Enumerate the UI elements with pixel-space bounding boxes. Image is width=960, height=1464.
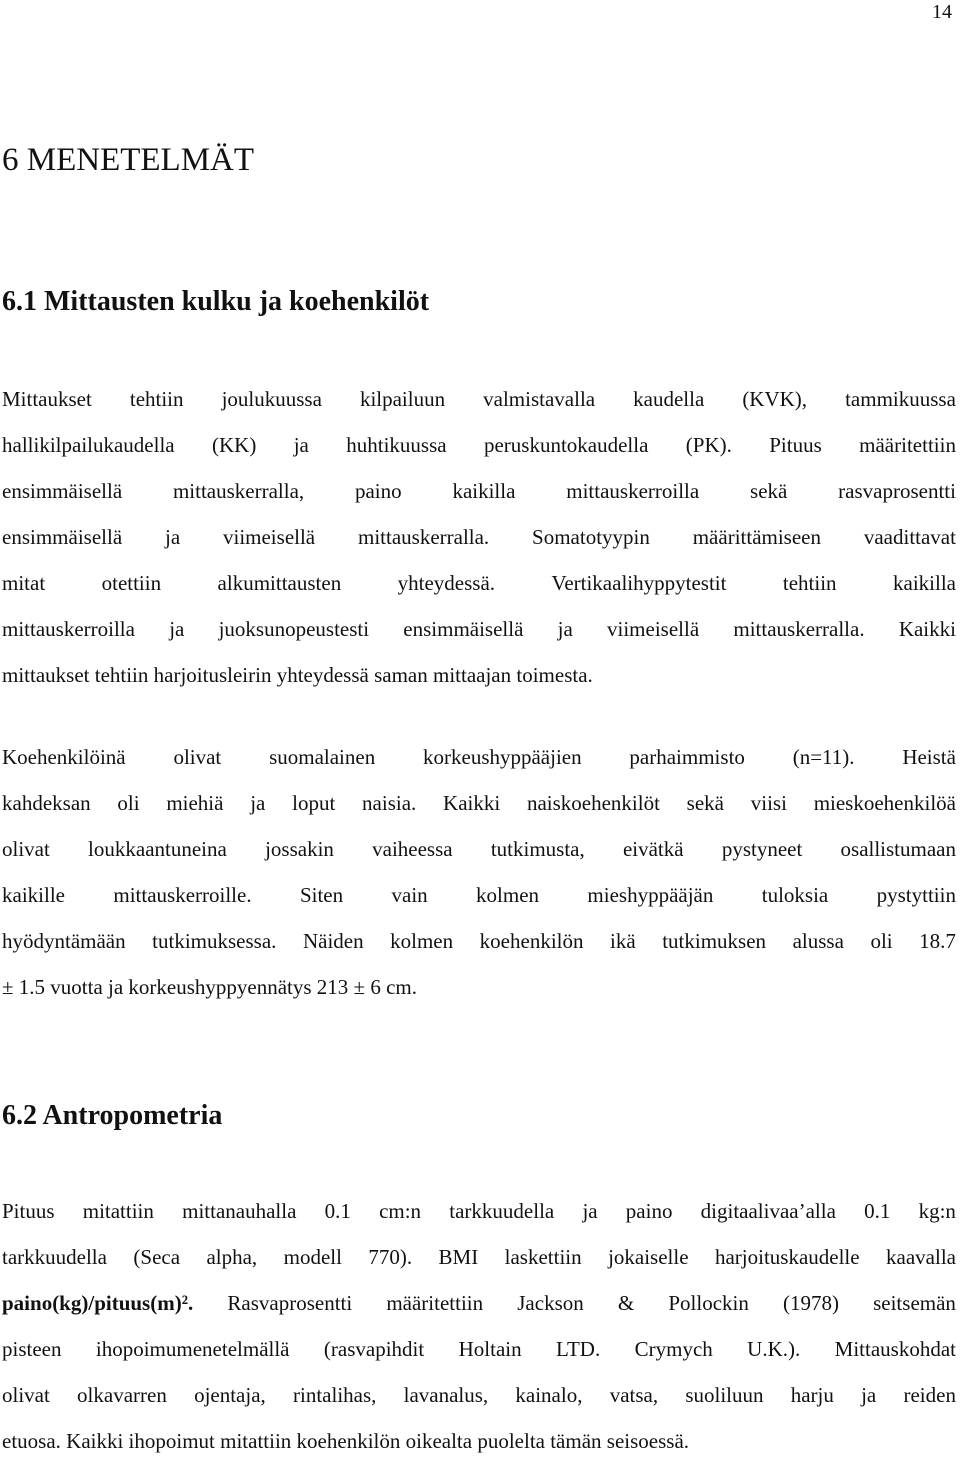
text-line: Pituus mitattiin mittanauhalla 0.1 cm:n tarkkuudella ja paino digitaalivaa’alla 0.1 kg:n (2, 1199, 956, 1223)
text-line: pisteen ihopoimumenetelmällä (rasvapihdit Holtain LTD. Crymych U.K.). Mittauskohdat (2, 1337, 956, 1361)
text-line: paino(kg)/pituus(m)². Rasvaprosentti määritettiin Jackson & Pollockin (1978) seitsemän (2, 1291, 956, 1315)
paragraph-measurements (2, 376, 956, 698)
paragraph-anthropometry (2, 1188, 956, 1464)
text-line: ensimmäisellä mittauskerralla, paino kaikilla mittauskerroilla sekä rasvaprosentti (2, 479, 956, 503)
text-line: mittaukset tehtiin harjoitusleirin yhteydessä saman mittaajan toimesta. (2, 663, 593, 687)
text-line: mitat otettiin alkumittausten yhteydessä. Vertikaalihyppytestit tehtiin kaikilla (2, 571, 956, 595)
text-line: ± 1.5 vuotta ja korkeushyppyennätys 213 ± 6 cm. (2, 975, 417, 999)
text-line: ensimmäisellä ja viimeisellä mittauskerralla. Somatotyypin määrittämiseen vaadittavat (2, 525, 956, 549)
text-line: Mittaukset tehtiin joulukuussa kilpailuun valmistavalla kaudella (KVK), tammikuussa (2, 387, 956, 411)
text-line: Koehenkilöinä olivat suomalainen korkeushyppääjien parhaimmisto (n=11). Heistä (2, 745, 956, 769)
section-heading-6-1: 6.1 Mittausten kulku ja koehenkilöt (2, 286, 430, 317)
page-number: 14 (932, 1, 952, 23)
chapter-heading: 6 MENETELMÄT (2, 142, 255, 178)
text-line: olivat olkavarren ojentaja, rintalihas, lavanalus, kainalo, vatsa, suoliluun harju ja reiden (2, 1383, 956, 1407)
text-line: olivat loukkaantuneina jossakin vaiheessa tutkimusta, eivätkä pystyneet osallistumaan (2, 837, 956, 861)
text-line: kaikille mittauskerroille. Siten vain kolmen mieshyppääjän tuloksia pystyttiin (2, 883, 956, 907)
text-line: hyödyntämään tutkimuksessa. Näiden kolmen koehenkilön ikä tutkimuksen alussa oli 18.7 (2, 929, 956, 953)
section-heading-6-2: 6.2 Antropometria (2, 1100, 223, 1131)
text-line: tarkkuudella (Seca alpha, modell 770). BMI laskettiin jokaiselle harjoituskaudelle kaavalla (2, 1245, 956, 1269)
text-line: mittauskerroilla ja juoksunopeustesti ensimmäisellä ja viimeisellä mittauskerralla. Kaikki (2, 617, 956, 641)
text-line: etuosa. Kaikki ihopoimut mitattiin koehenkilön oikealta puolelta tämän seisoessä. (2, 1429, 690, 1453)
text-line: hallikilpailukaudella (KK) ja huhtikuussa peruskuntokaudella (PK). Pituus määritettiin (2, 433, 956, 457)
text-line: kahdeksan oli miehiä ja loput naisia. Kaikki naiskoehenkilöt sekä viisi mieskoehenkilöä (2, 791, 956, 815)
paragraph-subjects (2, 734, 956, 1010)
